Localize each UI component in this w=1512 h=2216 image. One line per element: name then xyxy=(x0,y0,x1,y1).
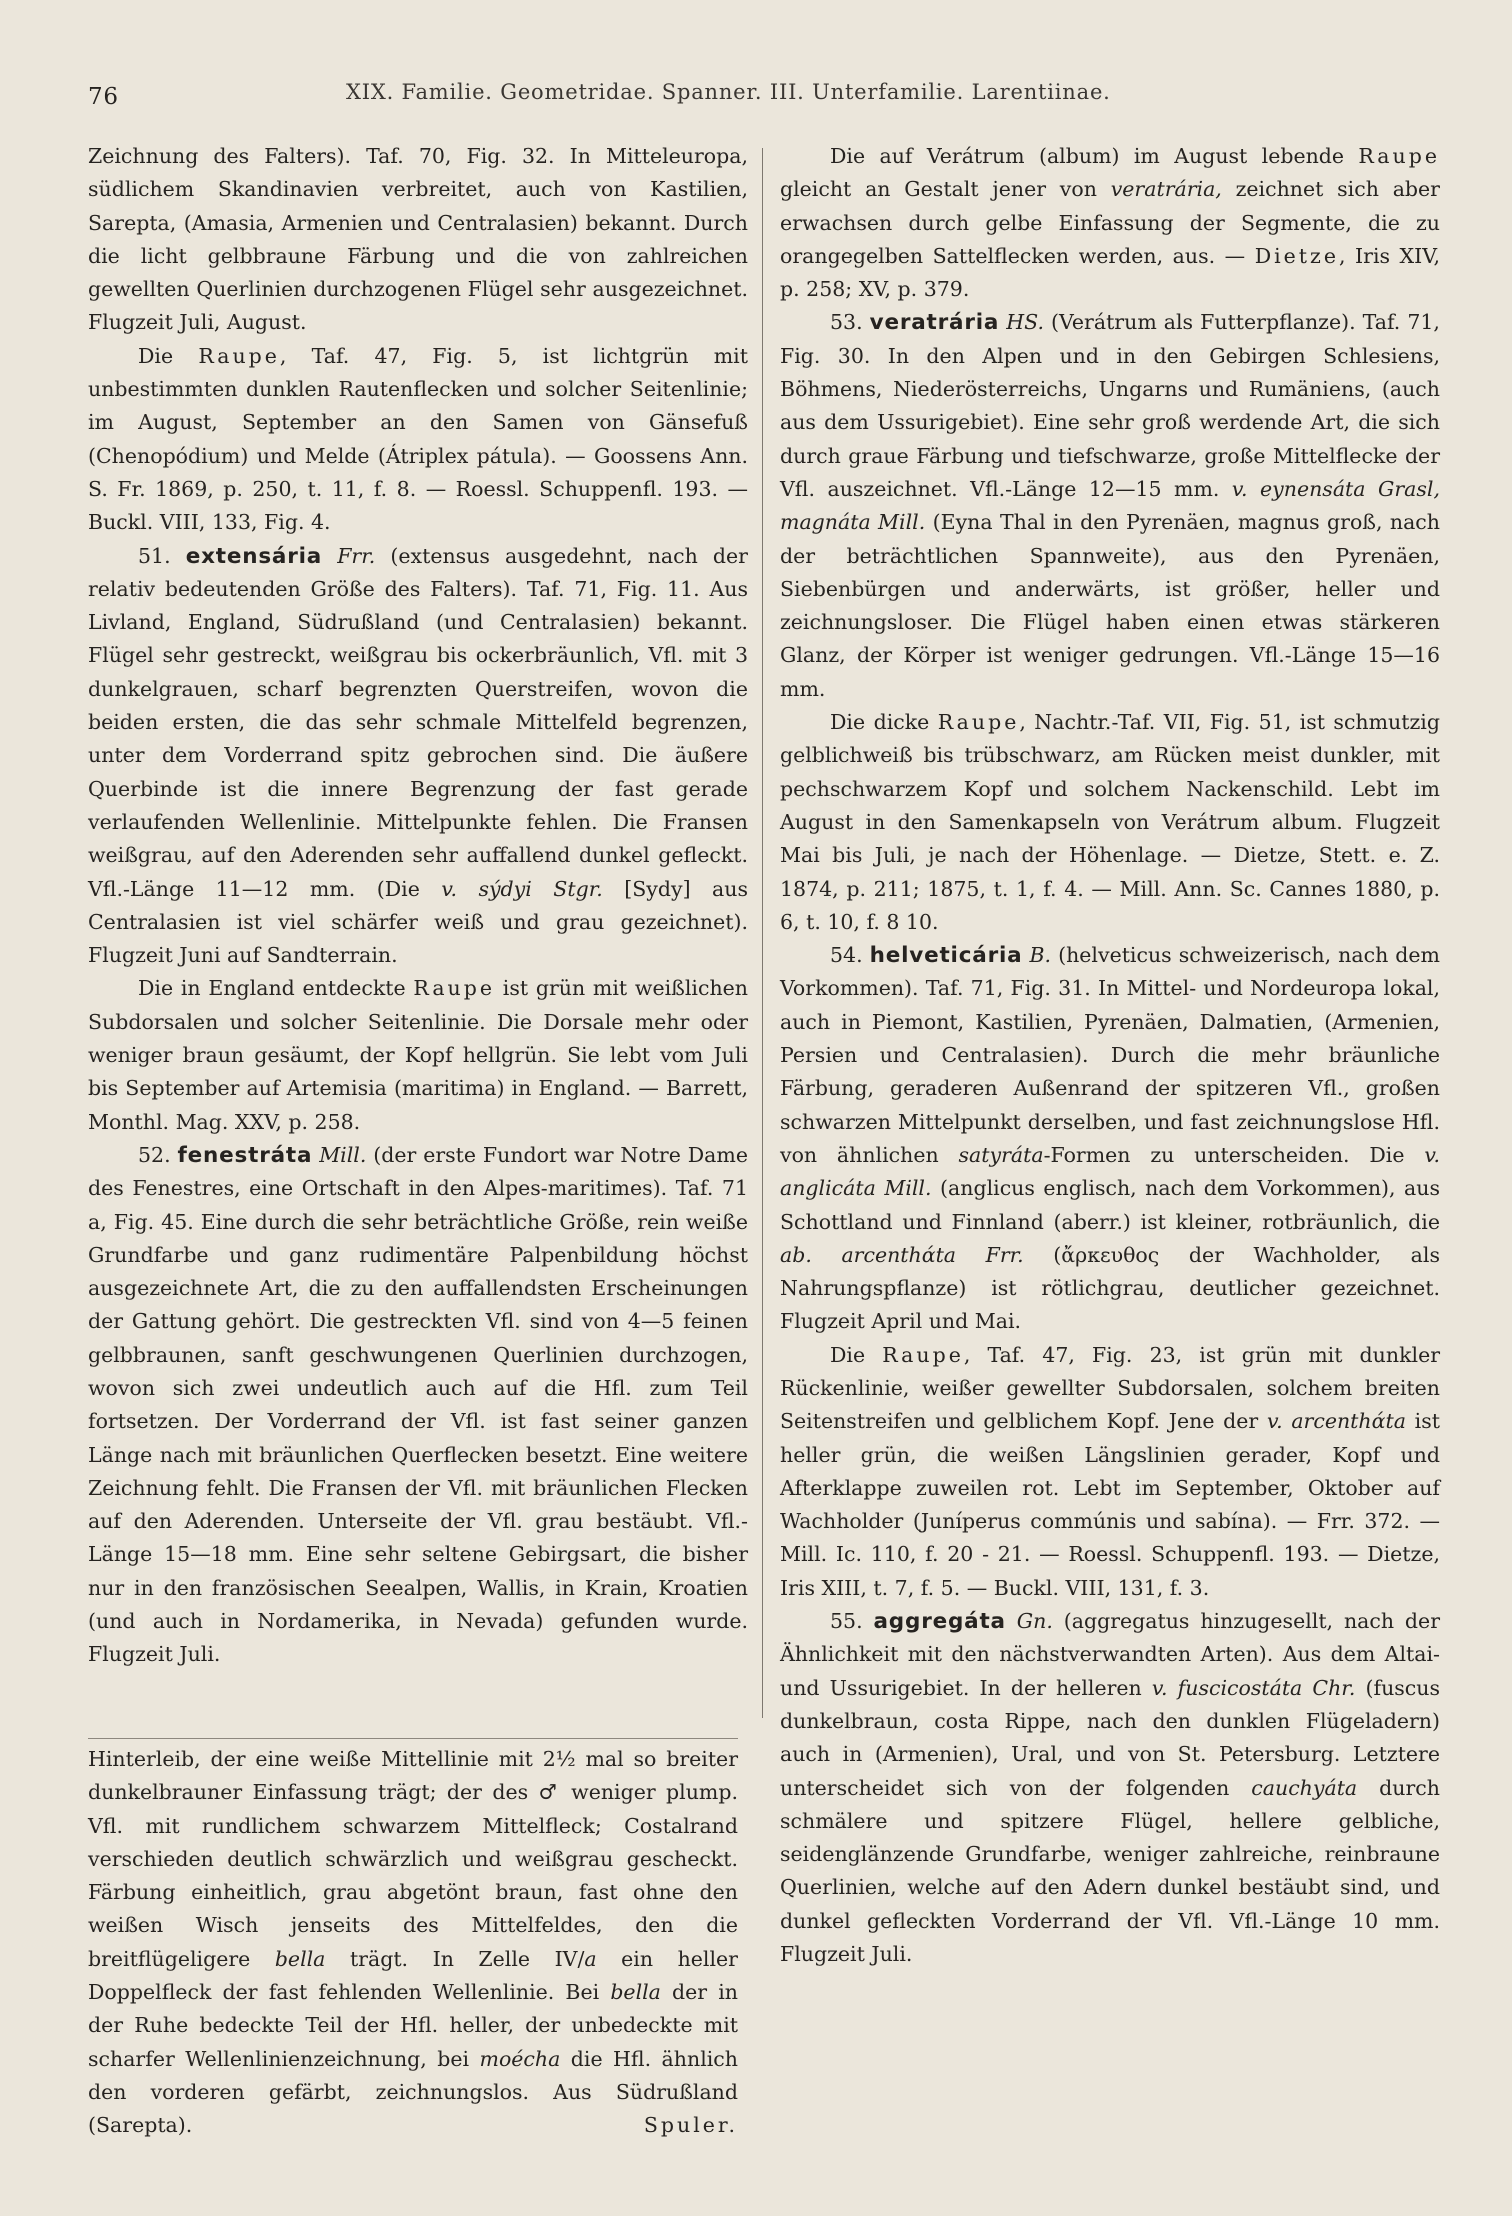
species-entry-51 xyxy=(88,540,748,973)
text: (ἄρκευθος der Wachholder, als Nahrungspflanze) ist rötlichgrau, deutlicher gezeichnet. Flugzeit April und Mai. xyxy=(780,1242,1440,1334)
text: (aggregatus hinzugesellt, nach der Ähnlichkeit mit den nächstverwandten Arten). Aus dem Altai- und Ussurigebiet. In der helleren xyxy=(780,1609,1440,1700)
variety-name: v. arcenthάta xyxy=(1266,1409,1406,1434)
species-name: helveticária xyxy=(869,943,1023,969)
text: Zeichnung des Falters). Taf. 70, Fig. 32. In Mitteleuropa, südlichem Skandinavien verbreitet, auch von Kastilien, Sarepta, (Amasia, Armenien und Centralasien) bekannt. Durch die licht gelbbraune Färbung und die von zahlreichen gewellten Querlinien durchzogenen Flügel sehr ausgezeichnet. Flugzeit Juli, August. xyxy=(88,144,748,335)
species-name: aggregáta xyxy=(873,1609,1006,1635)
paragraph xyxy=(88,140,748,340)
text: Die xyxy=(830,1342,866,1367)
species-entry-52 xyxy=(88,1139,748,1672)
species-ref: satyráta xyxy=(958,1142,1044,1167)
footnote-block xyxy=(88,1738,738,2143)
entry-number: 54. xyxy=(830,943,863,968)
species-author: Mill. xyxy=(319,1142,367,1167)
text: der in der Ruhe bedeckte Teil der Hfl. heller, der unbedeckte mit scharfer Wellenlinienzeichnung, bei xyxy=(88,1980,738,2071)
variety-name: v. anglicáta Mill. xyxy=(780,1142,1440,1201)
author-ref: Dietze xyxy=(1254,243,1339,268)
entry-number: 53. xyxy=(830,310,863,335)
variety-name: v. fuscicostáta Chr. xyxy=(1151,1675,1356,1700)
aberration-name: ab. arcenthάta Frr. xyxy=(780,1242,1024,1267)
species-author: Gn. xyxy=(1016,1609,1053,1634)
species-ref: bella xyxy=(274,1946,326,1971)
text: ist heller grün, die weißen Längslinien gerader, Kopf und Afterklappe zuweilen rot. Lebt im September, Oktober auf Wachholder (Juníperus commúnis und sabína). — Frr. 372. — Mill. Ic. 110, f. 20 - 21. — Roessl. Schuppenfl. 193. — Dietze, Iris XIII, t. 7, f. 5. — Buckl. VIII, 131, f. 3. xyxy=(780,1409,1440,1600)
text: Die auf Verátrum (album) im August lebende xyxy=(830,144,1345,168)
species-ref: bella xyxy=(610,1980,661,2005)
paragraph xyxy=(88,1743,738,2143)
variety-name: v. sýdyi Stgr. xyxy=(441,876,603,901)
text: durch schmälere und spitzere Flügel, hellere gelbliche, seidenglänzende Grundfarbe, weniger zahlreiche, reinbraune Querlinien, welche auf den Adern dunkel bestäubt sind, und dunkel gefleckten Vorderrand der Vfl. Vfl.-Länge 10 mm. Flugzeit Juli. xyxy=(780,1775,1440,1967)
species-entry-54 xyxy=(780,939,1440,1339)
species-ref: moécha xyxy=(479,2046,561,2071)
species-name: fenestráta xyxy=(177,1142,313,1168)
column-divider xyxy=(762,148,763,1718)
paragraph xyxy=(780,1339,1440,1605)
text: , Iris XIV, p. 258; XV, p. 379. xyxy=(780,243,1440,302)
species-author: B. xyxy=(1029,943,1052,968)
author-signature: Spuler. xyxy=(643,2113,738,2138)
species-name: extensária xyxy=(185,543,323,569)
entry-number: 52. xyxy=(138,1142,171,1167)
text: (Verátrum als Futterpflanze). Taf. 71, Fig. 30. In den Alpen und in den Gebirgen Schlesiens, Böhmens, Niederösterreichs, Ungarns und Rumäniens, (auch aus dem Ussurigebiet). Eine sehr groß werdende Art, die sich durch graue Färbung und tiefschwarze, große Mittelflecke der Vfl. auszeichnet. Vfl.-Länge 12—15 mm. xyxy=(780,310,1440,501)
species-ref: veratrária, xyxy=(1110,177,1222,202)
text: , Taf. 47, Fig. 23, ist grün mit dunkler Rückenlinie, weißer gewellter Subdorsalen, solchem breiten Seitenstreifen und gelblichem Kopf. Jene der xyxy=(780,1342,1440,1434)
text: (anglicus englisch, nach dem Vorkommen), aus Schottland und Finnland (aberr.) ist kleiner, rotbräunlich, die xyxy=(780,1176,1440,1234)
text: zeichnet sich aber erwachsen durch gelbe Einfassung der Segmente, die zu orangegelben Sattelflecken werden, aus. — xyxy=(780,177,1440,268)
text: trägt. In Zelle IV/ xyxy=(349,1946,585,1971)
species-author: Frr. xyxy=(337,543,376,568)
raupe-label: Raupe xyxy=(1358,144,1440,168)
page-number: 76 xyxy=(88,84,119,110)
species-author: HS. xyxy=(1006,310,1044,335)
entry-number: 51. xyxy=(138,543,171,568)
text: , Nachtr.-Taf. VII, Fig. 51, ist schmutzig gelblichweiß bis trübschwarz, am Rücken meist dunkler, mit pechschwarzem Kopf und solchem Nackenschild. Lebt im August in den Samenkapseln von Verátrum album. Flugzeit Mai bis Juli, je nach der Höhenlage. — Dietze, Stett. e. Z. 1874, p. 211; 1875, t. 1, f. 4. — Mill. Ann. Sc. Cannes 1880, p. 6, t. 10, f. 8 10. xyxy=(780,710,1440,934)
entry-number: 55. xyxy=(830,1609,863,1634)
raupe-label: Raupe xyxy=(882,1342,964,1367)
species-entry-55 xyxy=(780,1605,1440,1971)
raupe-label: Raupe xyxy=(198,343,280,368)
raupe-label: Raupe xyxy=(937,710,1020,735)
text: a xyxy=(584,1946,597,1971)
text: gleicht an Gestalt jener von xyxy=(780,177,1097,202)
text: Die xyxy=(138,343,174,368)
text: (fuscus dunkelbraun, costa Rippe, nach den dunklen Flügeladern) auch in (Armenien), Ural, und von St. Petersburg. Letztere unterscheidet sich von der folgenden xyxy=(780,1675,1440,1800)
text: [Sydy] aus Centralasien ist viel schärfer weiß und grau gezeichnet). Flugzeit Juni auf Sandterrain. xyxy=(88,876,748,968)
variety-name: v. eynensáta Grasl, magnáta Mill. xyxy=(780,476,1440,535)
text: , Taf. 47, Fig. 5, ist lichtgrün mit unbestimmten dunklen Rautenflecken und solcher Seitenlinie; im August, September an den Samen von Gänsefuß (Chenopódium) und Melde (Átriplex pátula). — Goossens Ann. S. Fr. 1869, p. 250, t. 11, f. 8. — Roessl. Schuppenfl. 193. — Buckl. VIII, 133, Fig. 4. xyxy=(88,343,748,535)
raupe-label: Raupe xyxy=(413,976,496,1001)
species-ref: cauchyáta xyxy=(1251,1775,1358,1800)
species-entry-53 xyxy=(780,306,1440,706)
paragraph xyxy=(780,140,1440,306)
text: -Formen zu unterscheiden. Die xyxy=(1043,1142,1405,1167)
text: (Eyna Thal in den Pyrenäen, magnus groß, nach der beträchtlichen Spannweite), aus den Pyrenäen, Siebenbürgen und anderwärts, ist größer, heller und zeichnungsloser. Die Flügel haben einen etwas stärkeren Glanz, der Körper ist weniger gedrungen. Vfl.-Länge 15—16 mm. xyxy=(780,510,1440,701)
text: ist grün mit weißlichen Subdorsalen und solcher Seitenlinie. Die Dorsale mehr oder weniger braun gesäumt, der Kopf hellgrün. Sie lebt vom Juli bis September auf Artemisia (maritima) in England. — Barrett, Monthl. Mag. XXV, p. 258. xyxy=(88,976,748,1134)
text: Die in England entdeckte xyxy=(138,976,406,1001)
text: (der erste Fundort war Notre Dame des Fenestres, eine Ortschaft in den Alpes-maritimes). Taf. 71 a, Fig. 45. Eine durch die sehr beträchtliche Größe, rein weiße Grundfarbe und ganz rudimentäre Palpenbildung höchst ausgezeichnete Art, die zu den auffallendsten Erscheinungen der Gattung gehört. Die gestreckten Vfl. sind von 4—5 feinen gelbbraunen, sanft geschwungenen Querlinien durchzogen, wovon sich zwei undeutlich auch auf die Hfl. zum Teil fortsetzen. Der Vorderrand der Vfl. ist fast seiner ganzen Länge nach mit bräunlichen Querflecken besetzt. Eine weitere Zeichnung fehlt. Die Fransen der Vfl. mit bräunlichen Flecken auf den Aderenden. Unterseite der Vfl. grau bestäubt. Vfl.-Länge 15—18 mm. Eine sehr seltene Gebirgsart, die bisher nur in den französischen Seealpen, Wallis, in Krain, Kroatien (und auch in Nordamerika, in Nevada) gefunden wurde. Flugzeit Juli. xyxy=(88,1142,748,1667)
paragraph xyxy=(88,972,748,1138)
page-header xyxy=(88,74,1418,114)
text: Hinterleib, der eine weiße Mittellinie mit 2½ mal so breiter dunkelbrauner Einfassung trägt; der des ♂ weniger plump. Vfl. mit rundlichem schwarzem Mittelfleck; Costalrand verschieden deutlich schwärzlich und weißgrau gescheckt. Färbung einheitlich, grau abgetönt braun, fast ohne den weißen Wisch jenseits des Mittelfeldes, den die breitflügeligere xyxy=(88,1747,738,1971)
text: Die dicke xyxy=(830,710,930,735)
left-column xyxy=(88,140,748,1672)
paragraph xyxy=(780,706,1440,939)
text: (helveticus schweizerisch, nach dem Vorkommen). Taf. 71, Fig. 31. In Mittel- und Nordeuropa lokal, auch in Piemont, Kastilien, Pyrenäen, Dalmatien, (Armenien, Persien und Centralasien). Durch die mehr bräunliche Färbung, geraderen Außenrand der spitzeren Vfl., großen schwarzen Mittelpunkt derselben, und fast zeichnungslose Hfl. von ähnlichen xyxy=(780,943,1440,1167)
text: die Hfl. ähnlich den vorderen gefärbt, zeichnungslos. Aus Südrußland (Sarepta). xyxy=(88,2046,738,2138)
right-column xyxy=(780,140,1440,1971)
paragraph xyxy=(88,340,748,540)
species-name: veratrária xyxy=(869,310,1000,336)
text: (extensus ausgedehnt, nach der relativ bedeutenden Größe des Falters). Taf. 71, Fig. 11. Aus Livland, England, Südrußland (und Centralasien) bekannt. Flügel sehr gestreckt, weißgrau bis ockerbräunlich, Vfl. mit 3 dunkelgrauen, scharf begrenzten Querstreifen, wovon die beiden ersten, die das sehr schmale Mittelfeld begrenzen, unter dem Vorderrand spitz gebrochen sind. Die äußere Querbinde ist die innere Begrenzung der fast gerade verlaufenden Wellenlinie. Mittelpunkte fehlen. Die Fransen weißgrau, auf den Aderenden sehr auffallend dunkel gefleckt. Vfl.-Länge 11—12 mm. (Die xyxy=(88,543,748,901)
running-title: XIX. Familie. Geometridae. Spanner. III. Unterfamilie. Larentiinae. xyxy=(346,80,1111,104)
text: ein heller Doppelfleck der fast fehlenden Wellenlinie. Bei xyxy=(88,1946,738,2005)
